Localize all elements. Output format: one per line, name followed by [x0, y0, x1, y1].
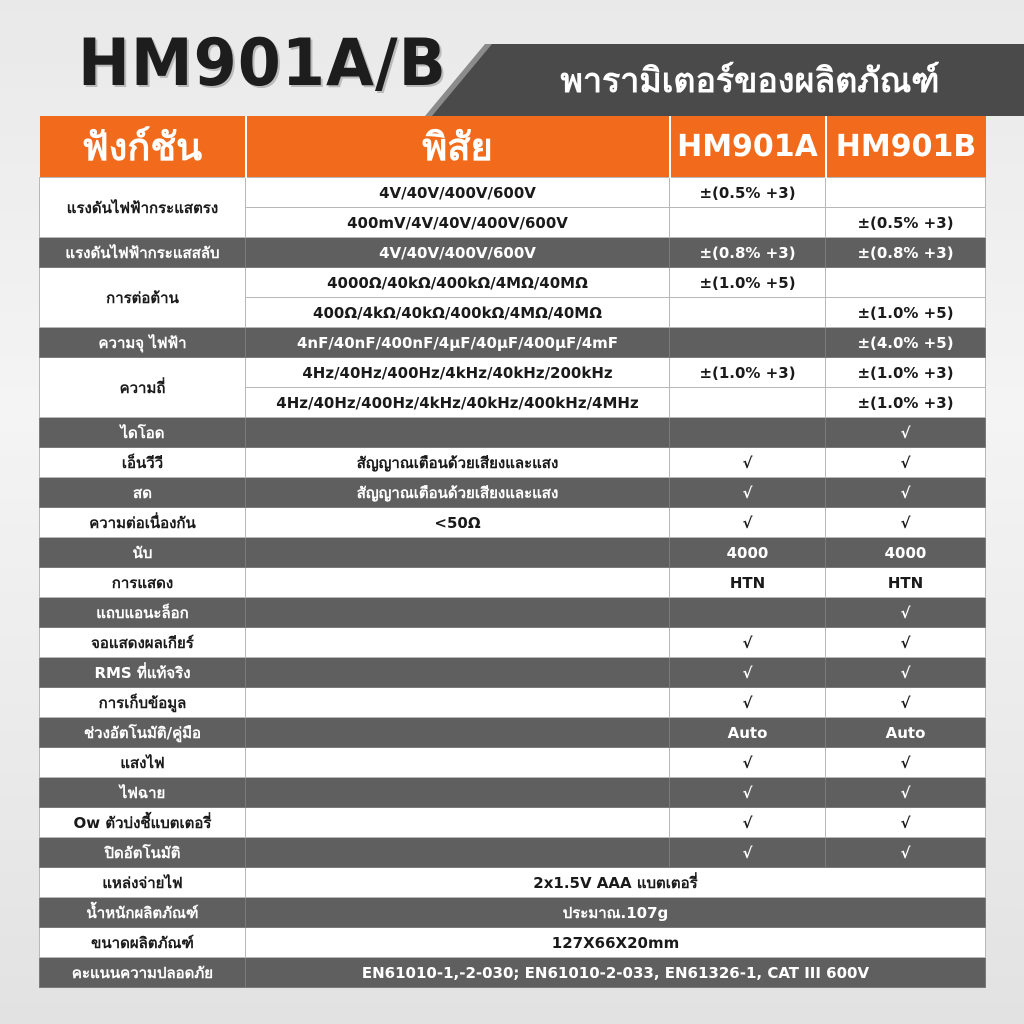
row-label: แหล่งจ่ายไฟ	[40, 868, 246, 898]
row-label: นับ	[40, 538, 246, 568]
hm901b-cell: ±(1.0% +5)	[826, 298, 986, 328]
range-cell: 400Ω/4kΩ/40kΩ/400kΩ/4MΩ/40MΩ	[246, 298, 670, 328]
table-row	[40, 568, 986, 598]
hm901b-cell: √	[826, 448, 986, 478]
column-header-hm901a: HM901A	[670, 116, 826, 178]
table-row	[40, 598, 986, 628]
row-label: แสงไฟ	[40, 748, 246, 778]
hm901a-cell: √	[670, 658, 826, 688]
table-row	[40, 268, 986, 298]
hm901a-cell: √	[670, 448, 826, 478]
hm901a-cell: ±(0.5% +3)	[670, 178, 826, 208]
table-body	[40, 178, 986, 988]
hm901a-cell: ±(1.0% +3)	[670, 358, 826, 388]
table-row	[40, 778, 986, 808]
page-subtitle: พารามิเตอร์ของผลิตภัณฑ์	[560, 61, 940, 101]
hm901a-cell: √	[670, 748, 826, 778]
row-label: จอแสดงผลเกียร์	[40, 628, 246, 658]
hm901a-cell: √	[670, 778, 826, 808]
table-row	[40, 838, 986, 868]
model-title: HM901A/B	[78, 24, 447, 101]
table-row	[40, 748, 986, 778]
hm901b-cell: √	[826, 418, 986, 448]
hm901a-cell	[670, 298, 826, 328]
table-row	[40, 508, 986, 538]
range-cell	[246, 748, 670, 778]
hm901b-cell	[826, 268, 986, 298]
hm901b-cell: Auto	[826, 718, 986, 748]
row-label: ความต่อเนื่องกัน	[40, 508, 246, 538]
hm901b-cell: √	[826, 598, 986, 628]
hm901b-cell: √	[826, 628, 986, 658]
range-cell: 400mV/4V/40V/400V/600V	[246, 208, 670, 238]
row-label: สด	[40, 478, 246, 508]
hm901a-cell: HTN	[670, 568, 826, 598]
range-cell	[246, 718, 670, 748]
table-row	[40, 178, 986, 208]
hm901a-cell: 4000	[670, 538, 826, 568]
table-row	[40, 538, 986, 568]
range-cell	[246, 538, 670, 568]
table-row	[40, 928, 986, 958]
range-cell: สัญญาณเตือนด้วยเสียงและแสง	[246, 448, 670, 478]
hm901a-cell	[670, 388, 826, 418]
hm901a-cell: √	[670, 808, 826, 838]
range-cell	[246, 838, 670, 868]
hm901b-cell: ±(1.0% +3)	[826, 358, 986, 388]
row-label: การแสดง	[40, 568, 246, 598]
hm901b-cell: ±(4.0% +5)	[826, 328, 986, 358]
row-label: ปิดอัตโนมัติ	[40, 838, 246, 868]
range-cell	[246, 598, 670, 628]
column-header-range: พิสัย	[246, 116, 670, 178]
table-row	[40, 358, 986, 388]
row-label: Ow ตัวบ่งชี้แบตเตอรี่	[40, 808, 246, 838]
hm901a-cell: ±(1.0% +5)	[670, 268, 826, 298]
table-row	[40, 238, 986, 268]
hm901b-cell: ±(0.5% +3)	[826, 208, 986, 238]
table-row	[40, 868, 986, 898]
merged-value-cell: 2x1.5V AAA แบตเตอรี่	[246, 868, 986, 898]
table-row	[40, 658, 986, 688]
range-cell: 4V/40V/400V/600V	[246, 238, 670, 268]
row-label: ความถี่	[40, 358, 246, 418]
range-cell	[246, 808, 670, 838]
range-cell	[246, 418, 670, 448]
range-cell: 4000Ω/40kΩ/400kΩ/4MΩ/40MΩ	[246, 268, 670, 298]
table-row	[40, 808, 986, 838]
row-label: แถบแอนะล็อก	[40, 598, 246, 628]
hm901a-cell: √	[670, 478, 826, 508]
table-row	[40, 718, 986, 748]
row-label: น้ำหนักผลิตภัณฑ์	[40, 898, 246, 928]
spec-table	[39, 116, 986, 988]
hm901a-cell: √	[670, 628, 826, 658]
column-header-function: ฟังก์ชัน	[40, 116, 246, 178]
hm901b-cell: √	[826, 808, 986, 838]
hm901b-cell: ±(0.8% +3)	[826, 238, 986, 268]
hm901a-cell: √	[670, 838, 826, 868]
range-cell: 4nF/40nF/400nF/4μF/40μF/400μF/4mF	[246, 328, 670, 358]
range-cell: สัญญาณเตือนด้วยเสียงและแสง	[246, 478, 670, 508]
table-row	[40, 478, 986, 508]
table-row	[40, 418, 986, 448]
row-label: ไฟฉาย	[40, 778, 246, 808]
table-row	[40, 958, 986, 988]
hm901b-cell: HTN	[826, 568, 986, 598]
hm901a-cell: ±(0.8% +3)	[670, 238, 826, 268]
table-row	[40, 688, 986, 718]
range-cell: <50Ω	[246, 508, 670, 538]
column-header-hm901b: HM901B	[826, 116, 986, 178]
hm901a-cell: √	[670, 508, 826, 538]
row-label: แรงดันไฟฟ้ากระแสสลับ	[40, 238, 246, 268]
range-cell: 4Hz/40Hz/400Hz/4kHz/40kHz/200kHz	[246, 358, 670, 388]
hm901a-cell	[670, 418, 826, 448]
row-label: การต่อต้าน	[40, 268, 246, 328]
row-label: ไดโอด	[40, 418, 246, 448]
hm901b-cell	[826, 178, 986, 208]
row-label: ความจุ ไฟฟ้า	[40, 328, 246, 358]
range-cell: 4V/40V/400V/600V	[246, 178, 670, 208]
merged-value-cell: EN61010-1,-2-030; EN61010-2-033, EN61326-1, CAT III 600V	[246, 958, 986, 988]
table-header-row	[40, 116, 986, 178]
merged-value-cell: ประมาณ.107g	[246, 898, 986, 928]
hm901a-cell	[670, 328, 826, 358]
row-label: RMS ที่แท้จริง	[40, 658, 246, 688]
row-label: การเก็บข้อมูล	[40, 688, 246, 718]
merged-value-cell: 127X66X20mm	[246, 928, 986, 958]
row-label: เอ็นวีวี	[40, 448, 246, 478]
range-cell: 4Hz/40Hz/400Hz/4kHz/40kHz/400kHz/4MHz	[246, 388, 670, 418]
row-label: ขนาดผลิตภัณฑ์	[40, 928, 246, 958]
row-label: ช่วงอัตโนมัติ/คู่มือ	[40, 718, 246, 748]
table-row	[40, 448, 986, 478]
hm901a-cell: Auto	[670, 718, 826, 748]
hm901a-cell	[670, 598, 826, 628]
hm901b-cell: √	[826, 838, 986, 868]
table-row	[40, 328, 986, 358]
row-label: คะแนนความปลอดภัย	[40, 958, 246, 988]
hm901b-cell: ±(1.0% +3)	[826, 388, 986, 418]
hm901b-cell: √	[826, 478, 986, 508]
range-cell	[246, 778, 670, 808]
hm901b-cell: √	[826, 778, 986, 808]
hm901a-cell	[670, 208, 826, 238]
table-row	[40, 898, 986, 928]
range-cell	[246, 658, 670, 688]
hm901b-cell: √	[826, 508, 986, 538]
hm901b-cell: √	[826, 688, 986, 718]
hm901b-cell: √	[826, 658, 986, 688]
range-cell	[246, 628, 670, 658]
range-cell	[246, 688, 670, 718]
hm901b-cell: 4000	[826, 538, 986, 568]
hm901b-cell: √	[826, 748, 986, 778]
hm901a-cell: √	[670, 688, 826, 718]
range-cell	[246, 568, 670, 598]
row-label: แรงดันไฟฟ้ากระแสตรง	[40, 178, 246, 238]
table-row	[40, 628, 986, 658]
